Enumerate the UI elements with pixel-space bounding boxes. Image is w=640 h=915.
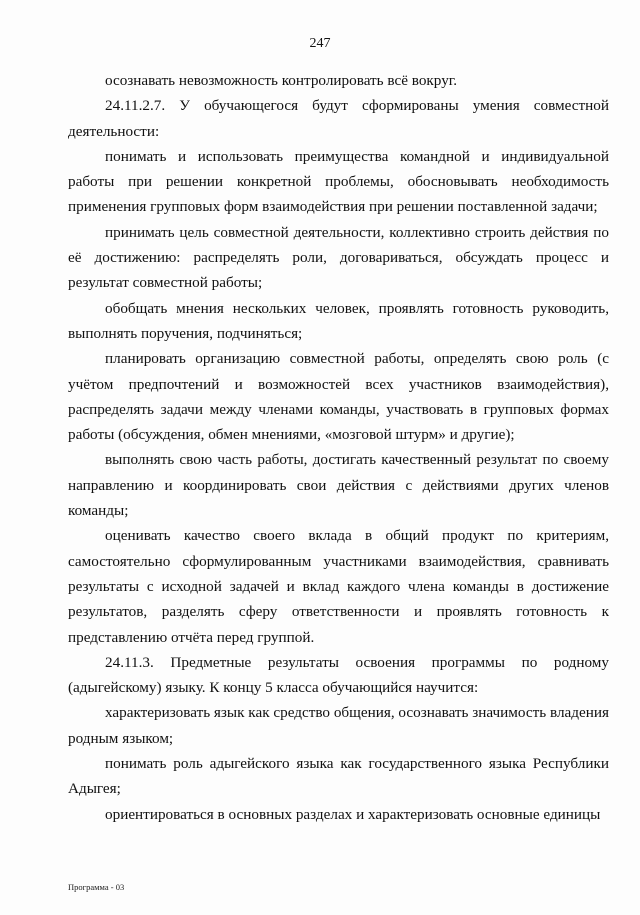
paragraph: 24.11.2.7. У обучающегося будут сформированы умения совместной деятельности: [68,97,609,140]
paragraph: характеризовать язык как средство общения, осознавать значимость владения родным языком; [68,704,609,747]
page-footer: Программа - 03 [68,882,125,892]
paragraph: планировать организацию совместной работы, определять свою роль (с учётом предпочтений и возможностей всех участников взаимодействия), распределять задачи между членами команды, участвовать в групповых формах работы (обсуждения, обмен мнениями, «мозговой штурм» и другие); [68,350,609,444]
paragraph: понимать и использовать преимущества командной и индивидуальной работы при решении конкретной проблемы, обосновывать необходимость применения групповых форм взаимодействия при решении поставленной задачи; [68,147,609,216]
paragraph: выполнять свою часть работы, достигать качественный результат по своему направлению и координировать свои действия с действиями других членов команды; [68,451,609,520]
paragraph: оценивать качество своего вклада в общий продукт по критериям, самостоятельно сформулированным участниками взаимодействия, сравнивать результаты с исходной задачей и вклад каждого члена команды в достижение результатов, разделять сферу ответственности и проявлять готовность к представлению отчёта перед группой. [68,527,609,646]
paragraph: понимать роль адыгейского языка как государственного языка Республики Адыгея; [68,755,609,798]
document-body [68,68,609,827]
paragraph: 24.11.3. Предметные результаты освоения программы по родному (адыгейскому) языку. К концу 5 класса обучающийся научится: [68,653,609,697]
paragraph: осознавать невозможность контролировать всё вокруг. [105,72,458,89]
paragraph: ориентироваться в основных разделах и характеризовать основные единицы [105,805,601,823]
page-number: 247 [309,36,331,51]
paragraph: обобщать мнения нескольких человек, проявлять готовность руководить, выполнять поручения, подчиняться; [68,299,609,342]
paragraph: принимать цель совместной деятельности, коллективно строить действия по её достижению: распределять роли, договариваться, обсуждать процесс и результат совместной работы; [68,223,609,292]
